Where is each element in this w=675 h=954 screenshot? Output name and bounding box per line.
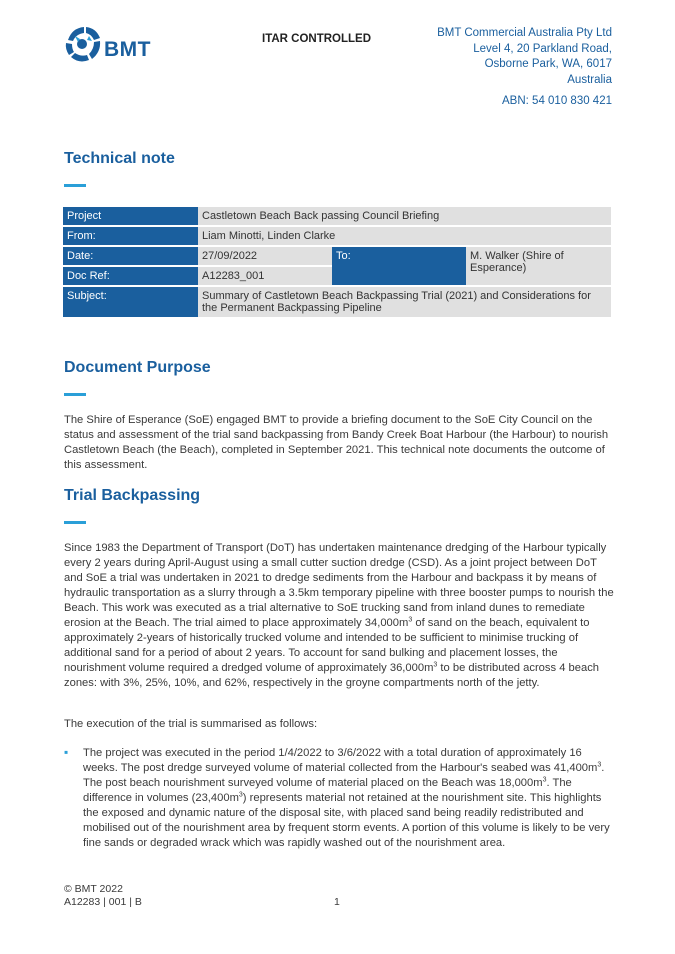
project-label: Project bbox=[63, 207, 198, 225]
trial-text: of sand on the beach, equivalent to approximately 2-years of historically trucked volume and intended to be sufficient to minimise trucking of additional sand for a period of about 2 years. To account for sand bulking and placement losses, the nourishment volume required a dredged volume of approximately 36,000m bbox=[64, 617, 590, 674]
docref-value: A12283_001 bbox=[198, 267, 332, 285]
to-label: To: bbox=[332, 247, 466, 285]
table-row bbox=[63, 207, 611, 225]
bullet-text: . The difference in volumes (23,400m bbox=[83, 777, 572, 804]
trial-paragraph bbox=[64, 541, 616, 691]
section-accent-bar bbox=[64, 393, 86, 396]
subject-value: Summary of Castletown Beach Backpassing Trial (2021) and Considerations for the Permanent Backpassing Pipeline bbox=[198, 287, 611, 317]
to-value: M. Walker (Shire of Esperance) bbox=[466, 247, 611, 285]
logo-text: BMT bbox=[104, 38, 151, 61]
date-value: 27/09/2022 bbox=[198, 247, 332, 265]
trial-text: Since 1983 the Department of Transport (DoT) has undertaken maintenance dredging of the Harbour typically every 2 years during April-August using a small cutter suction dredge (CSD). As a joint project between DoT and SoE a trial was undertaken in 2021 to dredge sediments from the Harbour and backpass it by means of hydraulic transportation as a slurry through a 3.5km temporary pipeline with three booster pumps to nourish the Beach. This work was executed as a trial alternative to SoE trucking sand from inland dunes to remediate erosion at the Beach. The trial aimed to place approximately 34,000m bbox=[64, 542, 614, 629]
purpose-paragraph: The Shire of Esperance (SoE) engaged BMT to provide a briefing document to the SoE City Council on the status and assessment of the trial sand backpassing from Bandy Creek Boat Harbour (the Harbour) to nourish Castletown Beach (the Beach), completed in September 2021. This technical note documents the outcome of this assessment. bbox=[64, 414, 609, 471]
superscript: 3 bbox=[433, 661, 438, 669]
doc-reference: A12283 | 001 | B bbox=[64, 895, 142, 908]
superscript: 3 bbox=[408, 616, 413, 624]
superscript: 3 bbox=[542, 776, 547, 784]
table-row bbox=[63, 247, 611, 265]
itar-label: ITAR CONTROLLED bbox=[262, 33, 372, 45]
section-heading-trial: Trial Backpassing bbox=[64, 487, 201, 504]
superscript: 3 bbox=[597, 761, 602, 769]
from-value: Liam Minotti, Linden Clarke bbox=[198, 227, 611, 245]
footer bbox=[64, 883, 142, 908]
address-line: BMT Commercial Australia Pty Ltd bbox=[437, 27, 612, 39]
docref-label: Doc Ref: bbox=[63, 267, 198, 285]
project-value: Castletown Beach Back passing Council Briefing bbox=[198, 207, 611, 225]
section-accent-bar bbox=[64, 521, 86, 524]
company-address bbox=[437, 26, 612, 88]
section-heading-purpose: Document Purpose bbox=[64, 359, 211, 376]
bullet-paragraph bbox=[83, 746, 616, 851]
copyright: © BMT 2022 bbox=[64, 883, 123, 895]
from-label: From: bbox=[63, 227, 198, 245]
bullet-text: The project was executed in the period 1/4/2022 to 3/6/2022 with a total duration of approximately 16 weeks. The post dredge surveyed volume of material collected from the Harbour's seabed was 41,400m bbox=[83, 747, 598, 774]
document-title: Technical note bbox=[64, 150, 175, 167]
address-line: Australia bbox=[567, 73, 612, 86]
page-number: 1 bbox=[334, 896, 340, 908]
document-info-table bbox=[63, 205, 611, 319]
abn: ABN: 54 010 830 421 bbox=[502, 95, 612, 107]
subject-label: Subject: bbox=[63, 287, 198, 317]
superscript: 3 bbox=[238, 791, 243, 799]
trial-text: to be distributed across 4 beach zones: with 3%, 25%, 10%, and 62%, respectively in the groyne compartments north of the jetty. bbox=[64, 662, 600, 689]
table-row bbox=[63, 287, 611, 317]
execution-intro: The execution of the trial is summarised as follows: bbox=[64, 718, 318, 730]
bullet-text: ) represents material not retained at the nourishment site. This highlights the exposed and dynamic nature of the disposal site, with placed sand being readily redistributed and mobilised out of the nourishment area by frequent storm events. A portion of this volume is likely to be very fine sands or degraded wrack which was rapidly washed out of the nourishment area. bbox=[83, 792, 610, 849]
table-row bbox=[63, 227, 611, 245]
date-label: Date: bbox=[63, 247, 198, 265]
address-line: Level 4, 20 Parkland Road, bbox=[473, 42, 612, 55]
bullet-text: . The post beach nourishment surveyed volume of material placed on the Beach was 18,000m bbox=[83, 762, 605, 789]
bullet-marker: ▪ bbox=[64, 745, 69, 759]
address-line: Osborne Park, WA, 6017 bbox=[484, 58, 612, 70]
title-accent-bar bbox=[64, 184, 86, 187]
